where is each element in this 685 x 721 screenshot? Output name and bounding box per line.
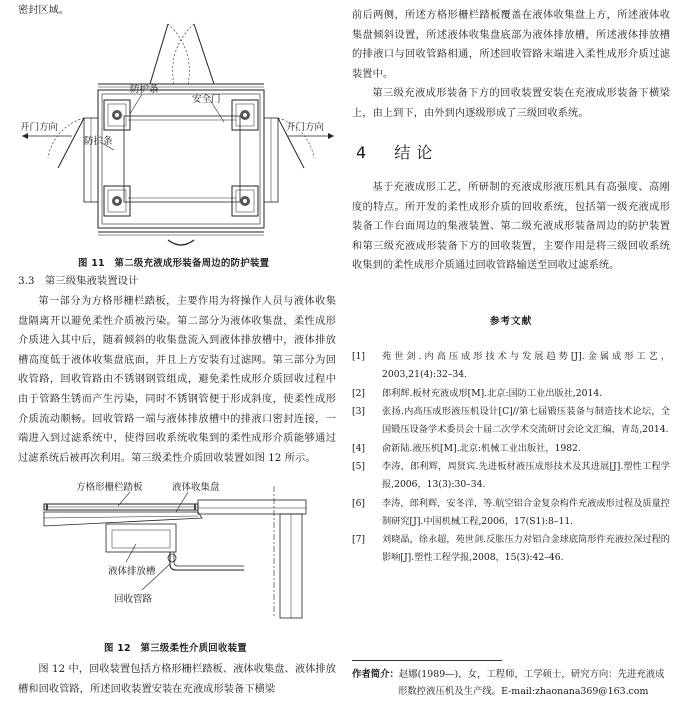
reference-item: [5] 李涛，郎利辉，周贤宾.先进板材液压成形技术及其进展[J].塑性工程学报,2006，13(3):30–34. [352,461,670,490]
figure-12-drawing [18,478,336,624]
figure-12 [18,478,336,624]
figure-11 [18,18,336,250]
label-drain-tank: 液体排放槽 [108,566,156,577]
reference-item: [4] 俞新陆.液压机[M].北京:机械工业出版社，1982. [352,442,581,454]
label-grid-pedal: 方格形栅栏踏板 [76,482,143,493]
reference-item: [7] 刘晓晶，徐永超，苑世剑.反胀压力对铝合金球底筒形件充液拉深过程的影响[J].塑性工程学报,2008，15(3):42–46. [352,534,670,563]
references-list [352,348,670,568]
label-door-open-left: 开门方向 [20,122,59,133]
author-info [352,666,670,700]
label-safety-door: 安全门 [192,94,221,105]
paragraph-right-continuation: 前后两侧，所述方格形栅栏踏板覆盖在液体收集盘上方，所述液体收集盘倾斜设置，所述液体收集盘底部为液体排放槽，所述液体排放槽的排液口与回收管路相通，所述回收管路末端进入柔性成形介质过滤装置中。 [352,10,670,80]
references-title: 参考文献 [489,316,533,327]
figure-12-caption: 图 12 第三级柔性介质回收装置 [104,643,247,654]
label-protect-strip-top: 防护条 [130,84,159,95]
label-door-open-right: 开门方向 [286,122,325,133]
author-line-1: 赵娜(1989—)，女，工程师，工学硕士，研究方向：先进充液成 [398,669,665,680]
label-collect-tray: 液体收集盘 [172,482,220,493]
figure-11-caption: 图 11 第二级充液成形装备周边的防护装置 [78,258,270,269]
section-3-3-heading: 3.3 第三级集液装置设计 [18,275,139,287]
author-label: 作者简介： [352,669,399,680]
reference-item: [3] 张扬.内高压成形液压机设计[C]//第七届锻压装备与制造技术论坛，全国锻压设备学术委员会十届二次学术交流研讨会论文汇编，青岛,2014. [352,406,670,435]
reference-item: [1] 苑世剑.内高压成形技术与发展趋势[J].金属成形工艺，2003,21(4):32–34. [352,351,670,380]
paragraph-three-stage-recovery: 第三级充液成形装备下方的回收装置安装在充液成形装备下横梁上，由上到下，由外到内逐级形成了三级回收系统。 [352,88,670,119]
label-protect-strip-side: 防护条 [84,136,113,147]
reference-item: [6] 李涛，郎利辉，安冬洋，等.航空铝合金复杂构件充液成形过程及质量控制研究[J].中国机械工程,2006，17(S1):8–11. [352,497,670,527]
footer-divider [352,660,502,661]
section-4-number: 4 [356,143,373,162]
reference-item: [2] 郎利辉.板材充液成形[M].北京:国防工业出版社,2014. [352,387,603,399]
figure-11-drawing [18,18,336,250]
paragraph-third-stage-design: 第一部分为方格形栅栏踏板，主要作用为将操作人员与液体收集盘隔离开以避免柔性介质被污染。第二部分为液体收集盘，柔性成形介质进入其中后，随着倾斜的收集盘流入到液体排放槽中，液体排放槽高度低于液体收集盘底面，并且上方安装有过滤网。第三部分为回收管路，回收管路由不锈钢钢管组成，避免柔性成形介质回收过程中由于管路生锈而产生污染，同时不锈钢管便于形成斜度，使柔性成形介质流动顺畅。回收管路一端与液体排放槽中的排液口密封连接，一端进入到过滤系统中，使得回收系统收集到的柔性成形介质能够通过过滤系统后被再次利用。第三级柔性介质回收装置如图 12 所示。 [18,296,336,464]
label-recovery-pipe: 回收管路 [114,594,153,605]
author-line-2: 形数控液压机及生产线。E-mail:zhaonana369@163.com [398,686,649,697]
section-4-heading [356,140,438,163]
top-line-text: 密封区域。 [18,5,69,16]
paragraph-figure-12-description: 图 12 中，回收装置包括方格形栅栏踏板、液体收集盘、液体排放槽和回收管路，所述回收装置安装在充液成形装备下横梁 [18,664,336,695]
paragraph-conclusion: 基于充液成形工艺，所研制的充液成形液压机具有高强度、高刚度的特点。所开发的柔性成形介质的回收系统，包括第一级充液成形装备工作台面周边的集液装置、第二级充液成形装备周边的防护装置和第三级充液成形装备下方的回收装置，主要作用是将三级回收系统收集到的柔性成形介质通过回收管路输送至回收过滤系统。 [352,182,670,272]
section-4-title: 结论 [394,143,439,162]
